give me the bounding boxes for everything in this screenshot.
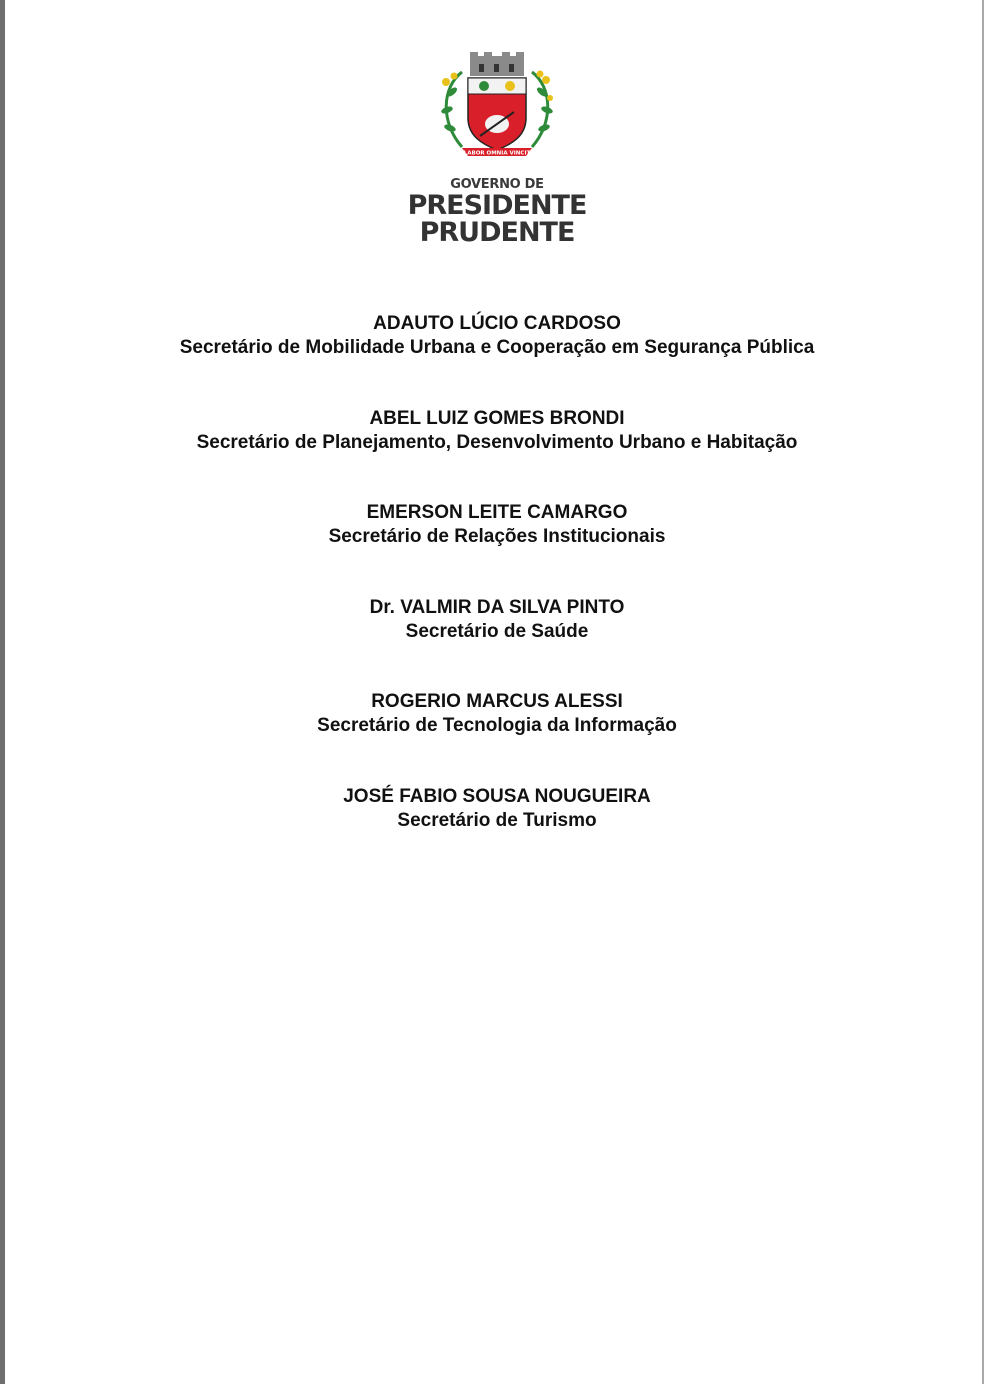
official-name: ABEL LUIZ GOMES BRONDI xyxy=(369,407,625,429)
official-name: Dr. VALMIR DA SILVA PINTO xyxy=(369,596,625,618)
official-role: Secretário de Planejamento, Desenvolvimento Urbano e Habitação xyxy=(196,431,798,453)
official-role: Secretário de Saúde xyxy=(405,620,589,642)
official-entry xyxy=(5,690,984,785)
official-entry xyxy=(5,501,984,596)
official-role: Secretário de Turismo xyxy=(397,809,597,831)
city-coat-of-arms-icon xyxy=(432,52,562,164)
officials-list xyxy=(5,312,984,880)
official-role: Secretário de Relações Institucionais xyxy=(328,526,666,548)
official-entry xyxy=(5,312,984,407)
crest-motto: LABOR OMNIA VINCIT xyxy=(463,150,531,157)
official-role: Secretário de Mobilidade Urbana e Cooperação em Segurança Pública xyxy=(179,337,815,358)
official-entry xyxy=(5,785,984,880)
official-entry xyxy=(5,596,984,691)
official-entry xyxy=(5,407,984,502)
official-name: ADAUTO LÚCIO CARDOSO xyxy=(373,313,621,334)
city-name-line-2: PRUDENTE xyxy=(419,217,575,248)
city-name-line-1: PRESIDENTE xyxy=(407,190,587,221)
government-label: GOVERNO DE xyxy=(450,177,544,192)
page-header xyxy=(5,52,984,246)
official-name: JOSÉ FABIO SOUSA NOUGUEIRA xyxy=(343,785,651,807)
official-name: ROGERIO MARCUS ALESSI xyxy=(371,691,623,713)
official-role: Secretário de Tecnologia da Informação xyxy=(317,715,677,737)
official-name: EMERSON LEITE CAMARGO xyxy=(366,502,628,524)
